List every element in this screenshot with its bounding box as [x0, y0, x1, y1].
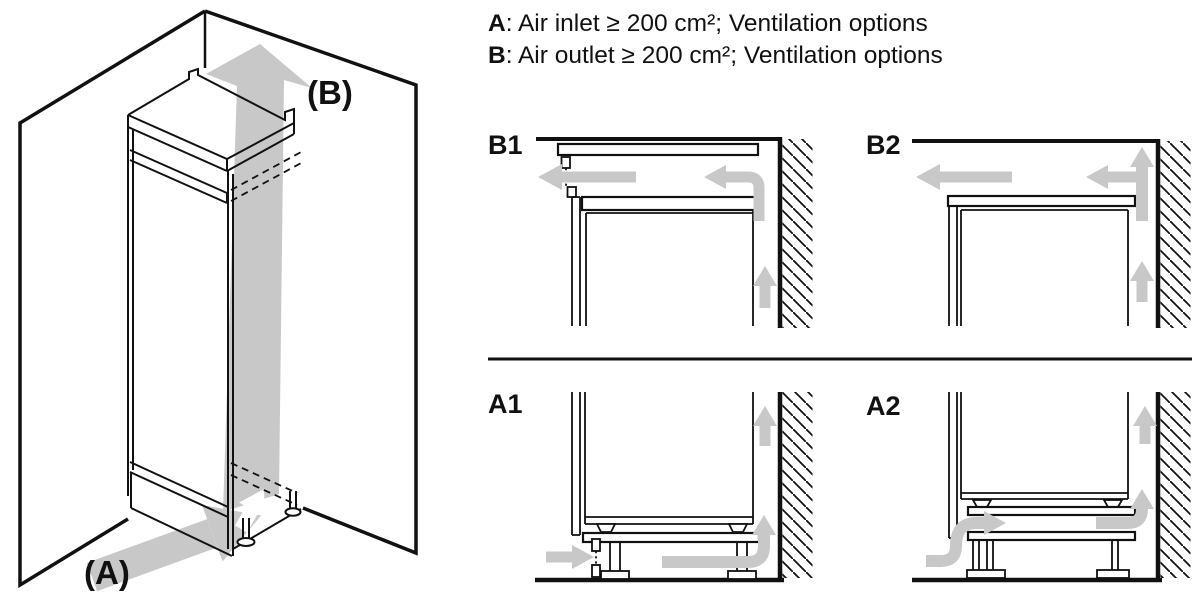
appliance-top-bar [582, 197, 758, 210]
appliance-outline [585, 392, 753, 524]
top-panel-bar [558, 144, 758, 155]
appliance-outline [961, 210, 1128, 326]
panel-b1-label: B1 [488, 130, 523, 160]
wall-hatching [783, 139, 813, 328]
leg-foot-plate [601, 571, 629, 579]
legend-line-b-prefix: B [488, 42, 506, 69]
wall-hatching [783, 392, 813, 578]
appliance-foot [729, 524, 747, 532]
plinth-platform-bar [583, 533, 759, 542]
airflow-arrow-exit-left [916, 164, 1012, 190]
appliance-outline [961, 392, 1128, 499]
panel-b2-label: B2 [866, 130, 901, 160]
furniture-door-front [572, 197, 580, 326]
appliance-base-bar [968, 507, 1135, 515]
leg-foot-plate [728, 571, 756, 579]
legend-line-a-text: : Air inlet ≥ 200 cm²; Ventilation options [505, 10, 928, 37]
panel-b1 [488, 130, 813, 328]
wall-hatching [1161, 392, 1191, 578]
wall-hatching [1161, 141, 1191, 328]
airflow-arrow-up-channel [1130, 261, 1154, 302]
appliance-foot [597, 524, 615, 532]
panel-a1-label: A1 [488, 389, 523, 419]
airflow-arrow-up-channel [753, 266, 777, 308]
plinth-bar [968, 532, 1135, 540]
airflow-arrow-inlet-right [546, 545, 594, 569]
legend-line-b [488, 42, 943, 69]
plinth-legs [973, 540, 1118, 570]
panel-a1 [488, 389, 813, 580]
vent-gap [592, 539, 600, 577]
legend [488, 10, 943, 69]
airflow-arrow-exit-left [538, 164, 636, 190]
appliance-outline [586, 210, 753, 326]
overview-isometric [20, 11, 416, 600]
label-air-inlet-a: (A) [84, 554, 130, 591]
furniture-door-front [949, 392, 957, 538]
left-wall [20, 11, 205, 585]
legend-line-a-prefix: A [488, 10, 506, 37]
panel-a2-label: A2 [866, 391, 901, 421]
airflow-arrow-up-channel [1133, 406, 1157, 444]
leg-foot-plate [967, 570, 1005, 578]
furniture-door-front [572, 392, 580, 535]
legend-line-a [488, 10, 928, 37]
panel-a2 [866, 391, 1191, 580]
leg-foot-plate [1097, 570, 1129, 578]
legend-line-b-text: : Air outlet ≥ 200 cm²; Ventilation options [505, 42, 943, 69]
label-air-outlet-b: (B) [307, 74, 353, 111]
top-panel-bar [948, 196, 1135, 206]
furniture-door-front [949, 206, 957, 326]
airflow-arrow-up-channel [753, 406, 777, 446]
panel-b2 [866, 130, 1191, 328]
